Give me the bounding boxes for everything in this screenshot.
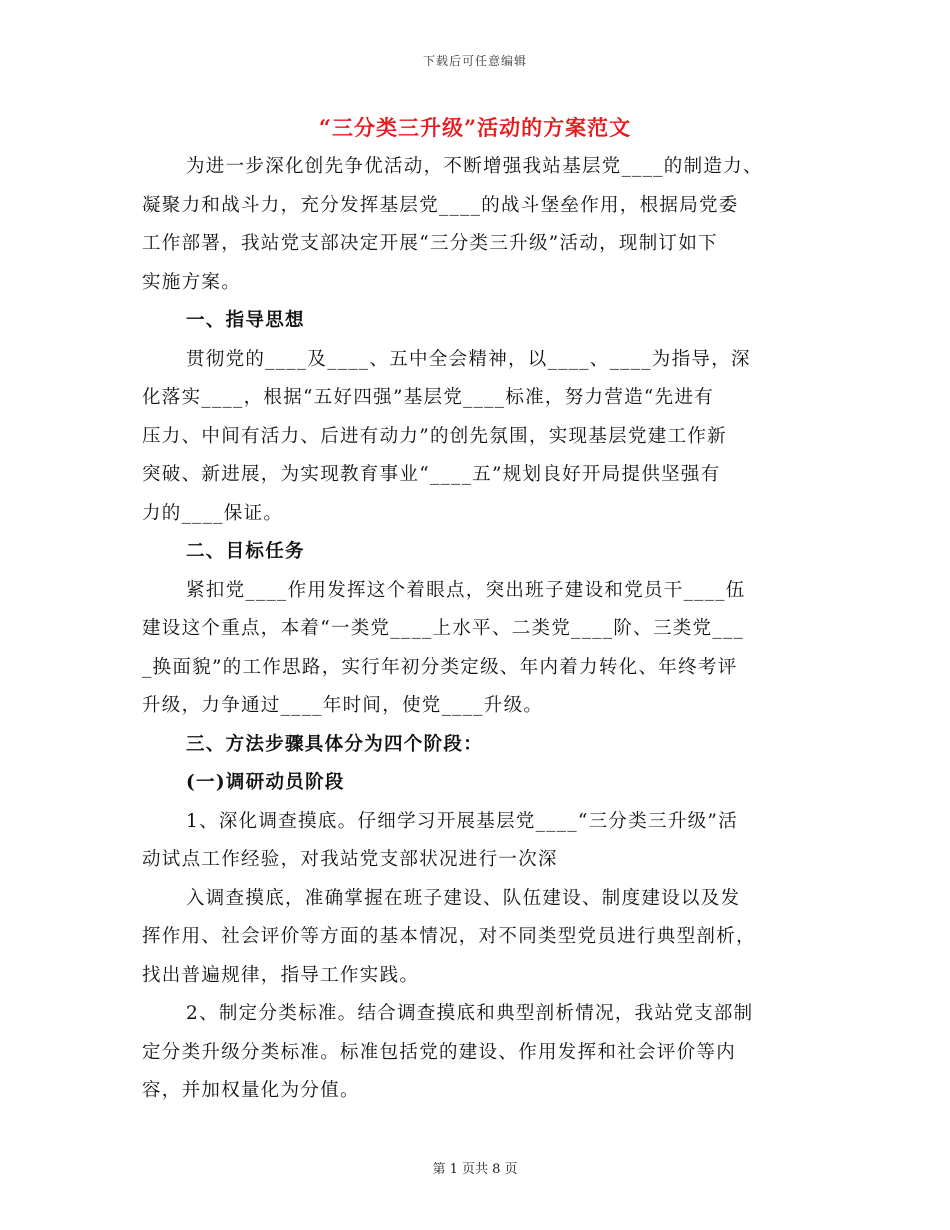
paragraph-line: 突破、新进展，为实现教育事业“____五”规划良好开局提供坚强有	[142, 464, 721, 485]
document-body	[142, 148, 812, 1111]
paragraph-line: 挥作用、社会评价等方面的基本情况，对不同类型党员进行典型剖析，	[142, 926, 756, 947]
page-header-note: 下载后可任意编辑	[422, 54, 527, 68]
subsection-heading: (一)调研动员阶段	[186, 772, 345, 793]
document-title: “三分类三升级”活动的方案范文	[318, 115, 632, 140]
paragraph-line: 容，并加权量化为分值。	[142, 1080, 360, 1101]
paragraph-line: 定分类升级分类标准。标准包括党的建设、作用发挥和社会评价等内	[142, 1041, 737, 1063]
section-heading: 三、方法步骤具体分为四个阶段：	[186, 733, 484, 755]
paragraph-line: 升级，力争通过____年时间，使党____升级。	[142, 695, 544, 716]
paragraph-line: 入调查摸底，准确掌握在班子建设、队伍建设、制度建设以及发	[186, 887, 741, 909]
paragraph-line: _换面貌”的工作思路，实行年初分类定级、年内着力转化、年终考评	[142, 656, 738, 678]
paragraph-line: 力的____保证。	[142, 502, 284, 524]
paragraph-line: 1、深化调查摸底。仔细学习开展基层党____“三分类三升级”活	[186, 810, 738, 832]
paragraph-line: 建设这个重点，本着“一类党____上水平、二类党____阶、三类党___	[142, 618, 745, 639]
paragraph-line: 凝聚力和战斗力，充分发挥基层党____的战斗堡垒作用，根据局党委	[142, 194, 739, 216]
paragraph-line: 工作部署，我站党支部决定开展“三分类三升级”活动，现制订如下	[142, 233, 718, 254]
section-heading: 二、目标任务	[186, 541, 305, 562]
paragraph-line: 2、制定分类标准。结合调查摸底和典型剖析情况，我站党支部制	[186, 1003, 754, 1024]
paragraph-line: 动试点工作经验，对我站党支部状况进行一次深	[142, 849, 558, 870]
paragraph-line: 找出普遍规律，指导工作实践。	[142, 964, 420, 986]
paragraph-line: 实施方案。	[142, 271, 242, 293]
paragraph-line: 贯彻党的____及____、五中全会精神，以____、____为指导，深	[186, 348, 751, 370]
paragraph-line: 化落实____，根据“五好四强”基层党____标准，努力营造“先进有	[142, 387, 715, 408]
paragraph-line: 压力、中间有活力、后进有动力”的创先氛围，实现基层党建工作新	[142, 425, 727, 447]
section-heading: 一、指导思想	[186, 310, 305, 331]
paragraph-line: 紧扣党____作用发挥这个着眼点，突出班子建设和党员干____伍	[186, 579, 746, 601]
page-number-footer: 第 1 页共 8 页	[432, 1162, 518, 1177]
paragraph-line: 为进一步深化创先争优活动，不断增强我站基层党____的制造力、	[186, 156, 763, 177]
